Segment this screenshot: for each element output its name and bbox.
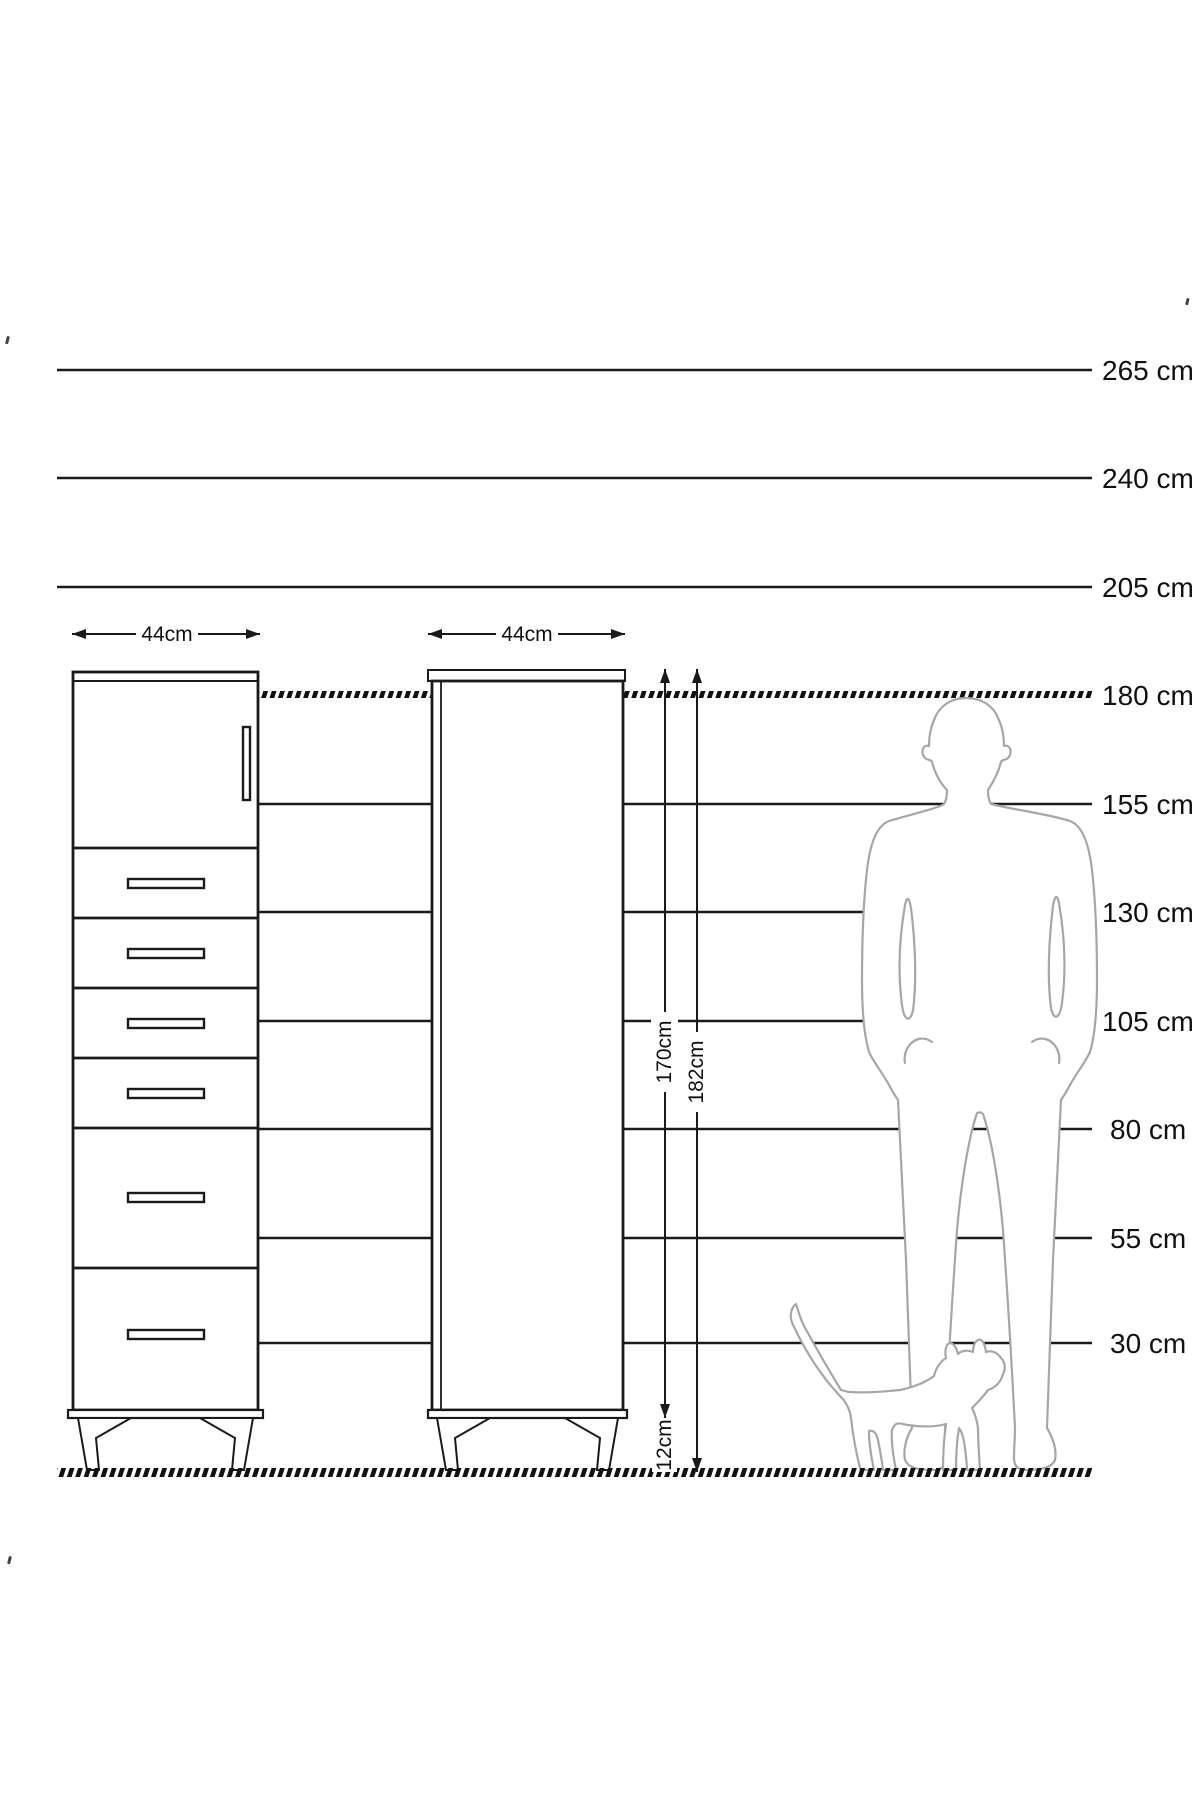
scale-label-105: 105 cm <box>1102 1006 1194 1037</box>
total-height-label: 182cm <box>685 1040 708 1104</box>
leg-height-label: 12cm <box>653 1419 676 1471</box>
left-cabinet-door-handle <box>243 727 250 800</box>
right-cabinet-bottom-board <box>428 1410 627 1418</box>
scale-label-30: 30 cm <box>1110 1328 1187 1359</box>
right-cabinet-top-board <box>428 670 625 681</box>
leg-height-dimension <box>652 1418 677 1472</box>
drawer-handle-4 <box>128 1089 204 1098</box>
floor-line-hatched <box>57 1468 1092 1477</box>
left-cabinet-body <box>73 672 258 1410</box>
scale-label-240: 240 cm <box>1102 463 1194 494</box>
right-cabinet <box>428 670 627 1470</box>
left-width-label: 44cm <box>141 623 193 646</box>
drawer-handle-1 <box>128 879 204 888</box>
scale-label-205: 205 cm <box>1102 572 1194 603</box>
scale-label-55: 55 cm <box>1110 1223 1187 1254</box>
scale-label-80: 80 cm <box>1110 1114 1187 1145</box>
drawer-handle-2 <box>128 949 204 958</box>
right-width-label: 44cm <box>501 623 553 646</box>
drawer-handle-5 <box>128 1193 204 1202</box>
cabinet-height-label: 170cm <box>653 1020 676 1084</box>
scale-label-155: 155 cm <box>1102 789 1194 820</box>
drawer-handle-6 <box>128 1330 204 1339</box>
left-cabinet <box>68 672 263 1470</box>
scale-label-130: 130 cm <box>1102 897 1194 928</box>
left-cabinet-bottom-board <box>68 1410 263 1418</box>
right-cabinet-body <box>432 681 623 1410</box>
drawer-handle-3 <box>128 1019 204 1028</box>
scale-label-180: 180 cm <box>1102 680 1194 711</box>
scale-label-265: 265 cm <box>1102 355 1194 386</box>
